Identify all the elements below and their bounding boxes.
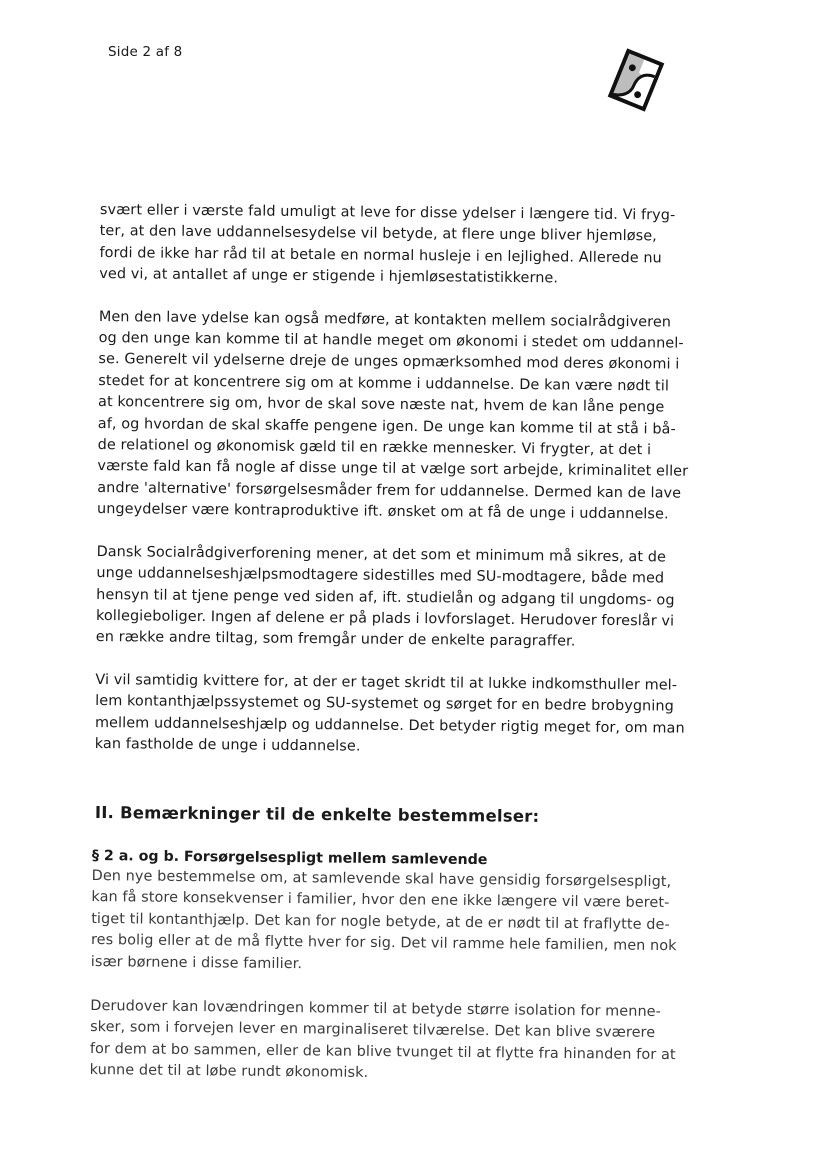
text-line: især børnene i disse familier. xyxy=(90,953,303,972)
subsection xyxy=(89,846,677,1088)
section-heading: II. Bemærkninger til de enkelte bestemmelser: xyxy=(94,803,540,826)
text-line: tiget til kontanthjælp. Det kan for nogle betyde, at de er nødt til at fraflytte de- xyxy=(91,910,670,933)
text-line: Dansk Socialrådgiverforening mener, at det som et minimum må sikres, at de xyxy=(96,543,667,566)
paragraph xyxy=(99,200,676,291)
subsection-title: § 2 a. og b. Forsørgelsespligt mellem samlevende xyxy=(91,847,488,869)
text-line: andre 'alternative' forsørgelsesmåder frem for uddannelse. Dermed kan de lave xyxy=(97,479,682,502)
text-line: værste fald kan få nogle af disse unge til at vælge sort arbejde, kriminalitet eller xyxy=(97,458,689,481)
text-line: af, og hvordan de skal skaffe pengene igen. De unge kan komme til at stå i bå- xyxy=(97,415,676,438)
text-line: Vi vil samtidig kvittere for, at der er taget skridt til at lukke indkomsthuller mel- xyxy=(95,671,678,694)
paragraph xyxy=(96,307,689,527)
text-line: for dem at bo sammen, eller de kan blive tvunget til at flytte fra hinanden for at xyxy=(89,1040,676,1063)
paragraph xyxy=(94,670,685,761)
text-line: unge uddannelseshjælpsmodtagere sidestilles med SU-modtagere, både med xyxy=(96,565,665,587)
organization-logo-icon xyxy=(606,48,666,112)
text-line: hensyn til at tjene penge ved siden af, ift. studielån og adgang til ungdoms- og xyxy=(96,586,675,609)
text-line: en række andre tiltag, som fremgår under de enkelte paragraffer. xyxy=(95,629,576,650)
text-line: Den nye bestemmelse om, at samlevende skal have gensidig forsørgelsespligt, xyxy=(91,867,672,891)
text-line: lem kontanthjælpssystemet og SU-systemet og sørget for en bedre brobygning xyxy=(95,693,674,715)
text-line: at koncentrere sig om, hvor de skal sove næste nat, hvem de kan låne penge xyxy=(97,394,665,416)
text-line: ter, at den lave uddannelsesydelse vil betyde, at flere unge bliver hjemløse, xyxy=(99,223,657,245)
text-line: mellem uddannelseshjælp og uddannelse. Det betyder rigtig meget for, om man xyxy=(94,714,685,737)
text-line: kollegieboliger. Ingen af delene er på plads i lovforslaget. Herudover foreslår vi xyxy=(95,607,675,630)
text-line: res bolig eller at de må flytte hver for sig. Det vil ramme hele familien, men nok xyxy=(90,932,677,955)
text-line: fordi de ikke har råd til at betale en normal husleje i en lejlighed. Allerede nu xyxy=(99,244,662,267)
text-line: kunne det til at løbe rundt økonomisk. xyxy=(89,1062,369,1082)
paragraph xyxy=(90,866,677,979)
text-line: og den unge kan komme til at handle meget om økonomi i stedet om uddannel- xyxy=(98,330,684,352)
page-number: Side 2 af 8 xyxy=(108,44,183,60)
text-line: kan fastholde de unge i uddannelse. xyxy=(94,735,361,755)
text-line: ungeydelser være kontraproduktive ift. ønsket om at få de unge i uddannelse. xyxy=(96,501,669,523)
text-line: ved vi, at antallet af unge er stigende i hjemløsestatistikkerne. xyxy=(99,266,559,287)
text-line: Derudover kan lovændringen kommer til at betyde større isolation for menne- xyxy=(90,998,662,1020)
text-line: svært eller i værste fald umuligt at leve for disse ydelser i længere tid. Vi fryg- xyxy=(99,201,676,224)
text-line: de relationel og økonomisk gæld til en række mennesker. Vi frygter, at det i xyxy=(97,437,652,459)
text-line: se. Generelt vil ydelserne dreje de unges opmærksomhed mod deres økonomi i xyxy=(98,351,680,374)
paragraph xyxy=(89,996,676,1088)
text-line: sker, som i forvejen lever en marginaliseret tilværelse. Det kan blive sværere xyxy=(90,1019,656,1042)
intro-text xyxy=(94,200,689,761)
text-line: stedet for at koncentrere sig om at komme i uddannelse. De kan være nødt til xyxy=(98,372,670,395)
text-line: Men den lave ydelse kan også medføre, at kontakten mellem socialrådgiveren xyxy=(98,308,672,331)
paragraph xyxy=(95,542,675,655)
text-line: kan få store konsekvenser i familier, hvor den ene ikke længere vil være beret- xyxy=(91,889,670,912)
